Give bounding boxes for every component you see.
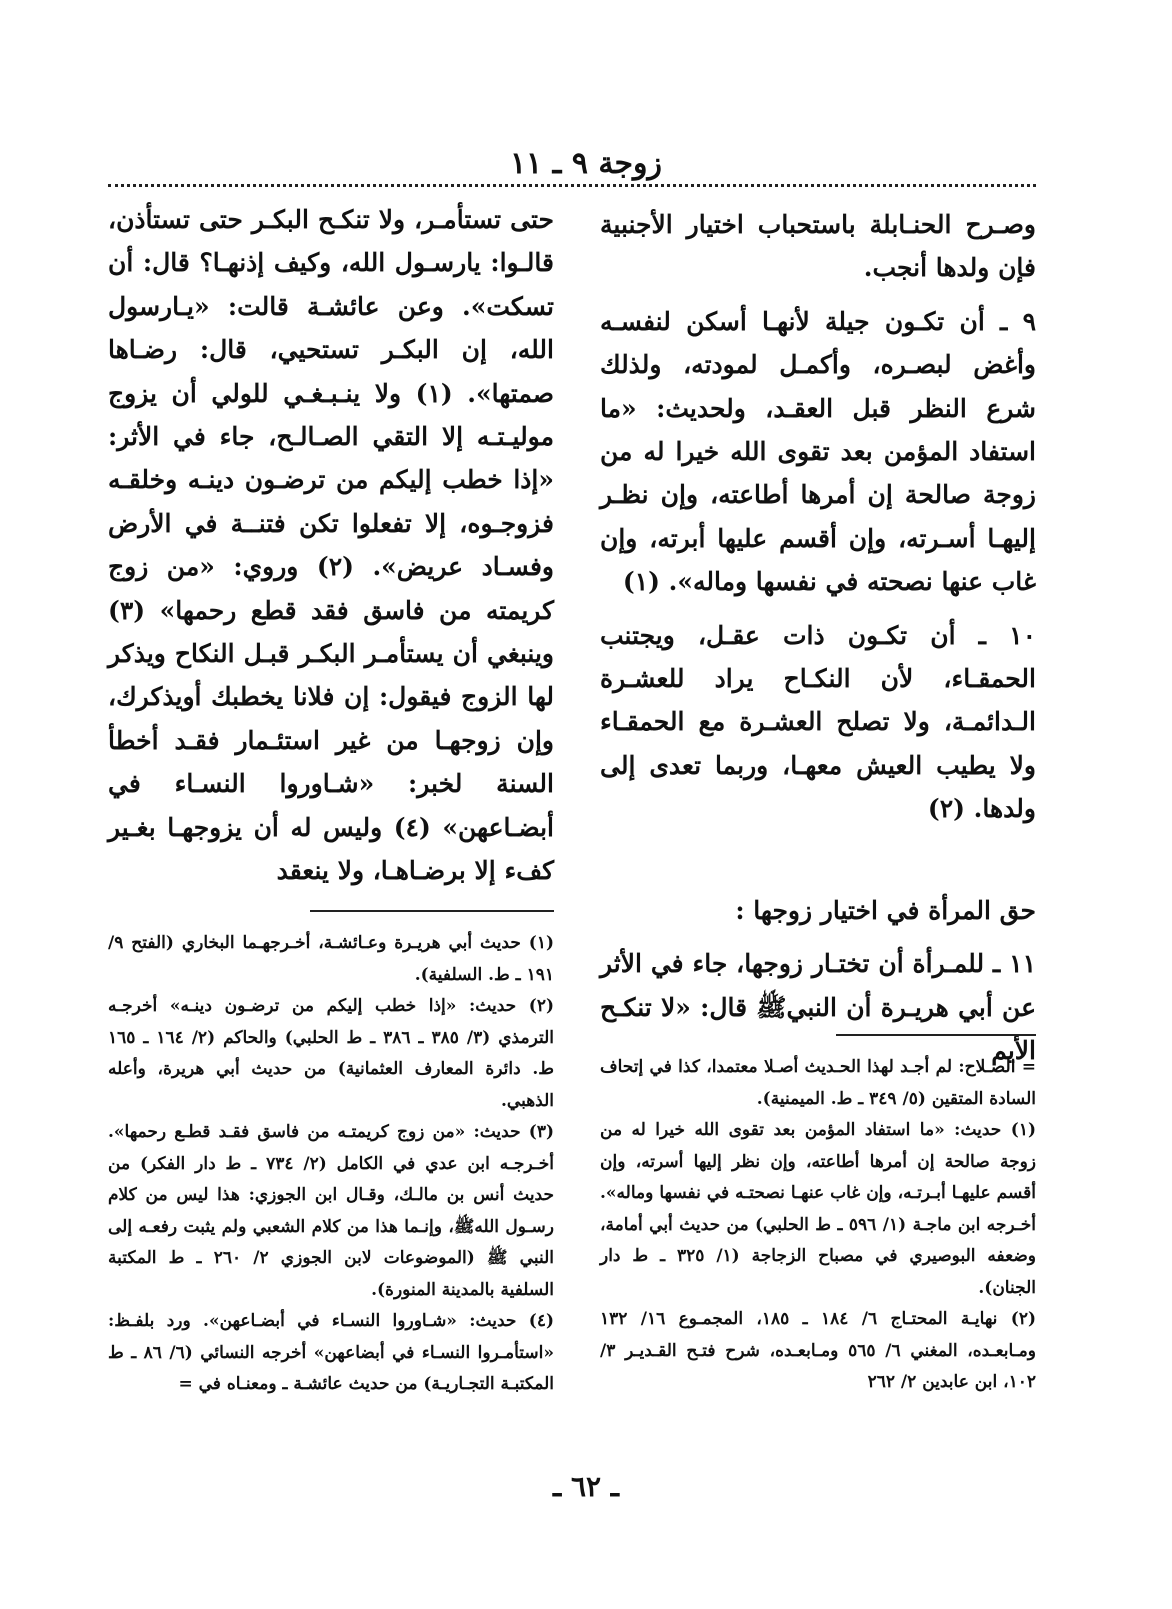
running-header: زوجة ٩ ـ ١١ (509, 146, 663, 181)
footnote-divider-left (310, 910, 554, 912)
footnote-4-left: (٤) حديث: «شـاوروا النسـاء في أبضـاعهن». ورد بلفـظ: «استأمـروا النسـاء في أبضاعهن» أخرجه النسائي (٦/ ٨٦ ـ ط المكتبـة التجـاريـة) من حديث عائشـة ـ ومعنـاه في = (108, 1311, 554, 1394)
footnote-3-left: (٣) حديث: «من زوج كريمتـه من فاسق فقـد قطـع رحمها». أخـرجـه ابن عدي في الكامل (٢/ ٧٣٤ ـ ط دار الفكر) من حديث أنس بن مالـك، وقـال ابن الجوزي: هذا ليس من كلام رسـول اللهﷺ، وإنـما هذا من كلام الشعبي ولم يثبت رفعـه إلى النبي ﷺ (الموضوعات لابن الجوزي ٢/ ٢٦٠ ـ ط المكتبة السلفية بالمدينة المنورة). (108, 1122, 554, 1300)
footnote-1-right: (١) حديث: «ما استفاد المؤمن بعد تقوى الله خيرا له من زوجة صالحة إن أمرها أطاعته، وإن نظر إليها أسرته، وإن أقسم عليهـا أبـرتـه، وإن غاب عنهـا نصحتـه في نفسها وماله». أخـرجه ابن ماجـة (١/ ٥٩٦ ـ ط الحلبي) من حديث أبي أمامة، وضعفه البوصيري في مصباح الزجاجة (١/ ٣٢٥ ـ ط دار الجنان). (600, 1120, 1036, 1298)
footnote-divider-right (836, 1034, 1036, 1036)
left-text-column (108, 198, 554, 903)
paragraph-continuation: حتى تستأمـر، ولا تنكـح البكـر حتى تستأذن، قالـوا: يارسـول الله، وكيف إذنهـا؟ قال: أن تسكت». وعن عائشـة قالت: «يـارسول الله، إن البكـر تستحيي، قال: رضـاها صمتها». (١) ولا ينـبـغـي للولي أن يزوج موليـتـه إلا التقي الصـالـح، جاء في الأثر: «إذا خطب إليكم من ترضـون دينـه وخلقـه فزوجـوه، إلا تفعلوا تكن فتنــة في الأرض وفسـاد عريض». (٢) وروي: «من زوج كريمته من فاسق فقد قطع رحمها» (٣) وينبغي أن يستأمـر البكـر قبـل النكاح ويذكر لها الزوج فيقول: إن فلانا يخطبك أويذكرك، وإن زوجهـا من غير استئـمار فقـد أخطأ السنة لخبر: «شـاوروا النسـاء في أبضـاعهن» (٤) وليس له أن يزوجهـا بغـير كفء إلا برضـاهـا، ولا ينعقد (108, 205, 555, 886)
paragraph-item-10: ١٠ ـ أن تكـون ذات عقـل، ويجتنب الحمقـاء، لأن النكـاح يراد للعشـرة الـدائمـة، ولا تصلح العشـرة مع الحمقـاء ولا يطيب العيش معهـا، وربما تعدى إلى ولدها. (٢) (600, 620, 1036, 824)
section-heading: حق المرأة في اختيار زوجها : (735, 895, 1036, 925)
page-number: ـ ٦٢ ـ (553, 1470, 619, 1503)
paragraph-item-9: ٩ ـ أن تكـون جيلة لأنهـا أسكن لنفسـه وأغض لبصـره، وأكمـل لمودته، ولذلك شرع النظر قبل العقـد، ولحديث: «ما استفاد المؤمن بعد تقوى الله خيرا له من زوجة صالحة إن أمرها أطاعته، وإن نظـر إليهـا أسـرته، وإن أقسم عليها أبرته، وإن غاب عنها نصحته في نفسها وماله». (١) (600, 306, 1036, 597)
header-dotted-rule (108, 184, 1036, 187)
left-footnotes (108, 928, 554, 1401)
right-text-column (600, 203, 1036, 1082)
paragraph-item-11: ١١ ـ للمـرأة أن تختـار زوجها، جاء في الأثر عن أبي هريـرة أن النبيﷺ قال: «لا تنكـح الأيم (600, 949, 1036, 1065)
footnote-1-left: (١) حديث أبي هريـرة وعـائشـة، أخـرجهـما البخاري (الفتح ٩/ ١٩١ ـ ط. السلفية). (108, 933, 554, 985)
footnote-2-right: (٢) نهايـة المحتـاج ٦/ ١٨٤ ـ ١٨٥، المجمـوع ١٦/ ١٣٢ ومـابعـده، المغني ٦/ ٥٦٥ ومـابعـده، شرح فتـح القـديـر ٣/ ١٠٢، ابن عابدين ٢/ ٢٦٢ (600, 1309, 1036, 1392)
footnote-2-left: (٢) حديث: «إذا خطب إليكم من ترضـون دينـه» أخرجـه الترمذي (٣/ ٣٨٥ ـ ٣٨٦ ـ ط الحلبي) والحاكم (٢/ ١٦٤ ـ ١٦٥ ط. دائرة المعارف العثمانية) من حديث أبي هريرة، وأعله الذهبي. (108, 996, 554, 1111)
paragraph-foreign-choice: وصـرح الحنـابلة باستحباب اختيار الأجنبية فإن ولدها أنجب. (600, 210, 1036, 283)
right-footnotes (600, 1052, 1036, 1399)
footnote-continued: = الصـلاح: لم أجـد لهذا الحـديث أصـلا معتمدا، كذا في إتحاف السادة المتقين (٥/ ٣٤٩ ـ ط. الميمنية). (600, 1057, 1036, 1109)
